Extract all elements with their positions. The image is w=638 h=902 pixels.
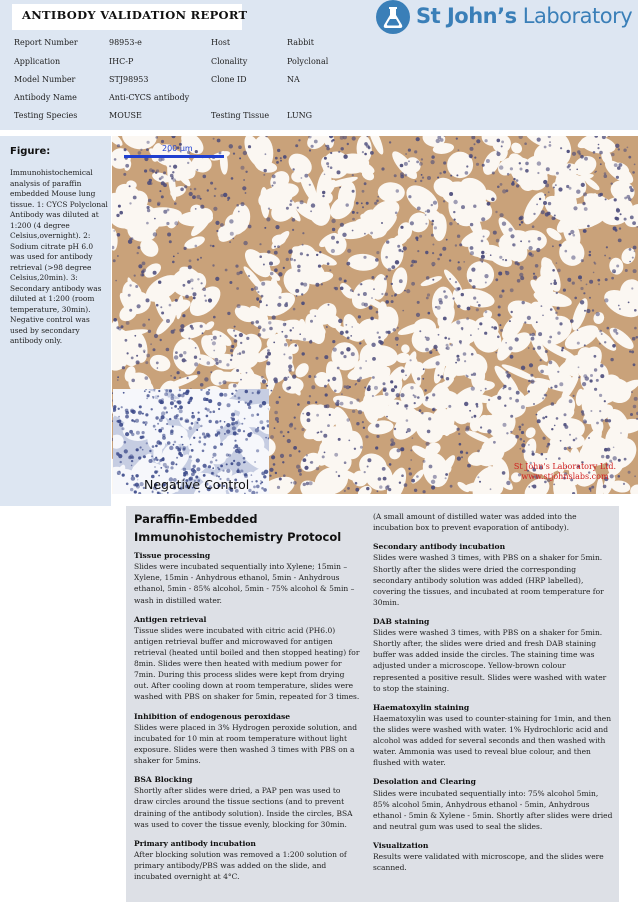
section-text-dab-staining: Slides were washed 3 times, with PBS on a shaker for 5min. Shortly after, the slides were dried and fresh DAB staining buffer was added inside the circles. The staining time was adjusted under a microscope. Yellow-brown colour represented a positive result. Slides were washed with water to stop the staining. — [373, 628, 607, 693]
section-heading-haematoxylin: Haematoxylin staining — [373, 702, 470, 712]
protocol-title-line1: Paraffin-Embedded — [134, 512, 258, 526]
figure-caption: Immunohistochemical analysis of paraffin embedded Mouse lung tissue. 1: CYCS Polyclonal Antibody was diluted at 1:200 (4 degree Celsius,overnight). 2: Sodium citrate pH 6.0 was used for antibody retrieval (>98 degree Celsius,20min). 3: Secondary antibody was diluted at 1:200 (room temperature, 30min). Negative control was used by secondary antibody only. — [10, 168, 108, 346]
report-title: ANTIBODY VALIDATION REPORT — [22, 8, 248, 22]
section-heading-antigen-retrieval: Antigen retrieval — [134, 614, 207, 624]
section-text-primary-antibody: After blocking solution was removed a 1:200 solution of primary antibody/PBS was added on the slide, and incubated overnight at 4°C. — [134, 849, 347, 882]
value-clone-id: NA — [287, 75, 300, 84]
label-application: Application — [14, 57, 61, 66]
section-heading-bsa-blocking: BSA Blocking — [134, 775, 193, 785]
section-text-incubation-note: (A small amount of distilled water was added into the incubation box to prevent evaporation of antibody). — [373, 512, 577, 533]
figure-label: Figure: — [10, 146, 51, 157]
protocol-right-column — [373, 511, 613, 873]
label-model-number: Model Number — [14, 75, 76, 84]
logo-text-light: Laboratory — [516, 4, 633, 28]
section-text-visualization: Results were validated with microscope, and the slides were scanned. — [373, 852, 604, 873]
section-text-antigen-retrieval: Tissue slides were incubated with citric acid (PH6.0) antigen retrieval buffer and microwaved for antigen retrieval (heated until boiled and then stopped heating) for 8min. Slides were then heated with medium power for 7min. During this process slides were kept from drying out. After cooling down at room temperature, slides were washed with PBS on shaker for 5min, repeated for 3 times. — [134, 625, 360, 702]
value-testing-tissue: LUNG — [287, 111, 313, 120]
label-testing-tissue: Testing Tissue — [211, 111, 270, 120]
label-testing-species: Testing Species — [14, 111, 78, 120]
value-application: IHC-P — [109, 57, 134, 66]
value-clonality: Polyclonal — [287, 57, 329, 66]
flask-icon — [376, 0, 410, 34]
section-heading-primary-antibody: Primary antibody incubation — [134, 838, 256, 848]
watermark-company: St John's Laboratory Ltd. — [513, 462, 617, 471]
section-text-secondary-antibody: Slides were washed 3 times, with PBS on a shaker for 5min. Shortly after the slides were dried the corresponding secondary antibody solution was added (HRP labelled), covering the tissues, and incubated at room temperature for 30min. — [373, 553, 604, 607]
section-heading-visualization: Visualization — [373, 841, 429, 850]
logo-text-bold: St John’s — [416, 4, 517, 28]
scale-bar — [124, 155, 224, 158]
value-antibody-name: Anti-CYCS antibody — [109, 93, 190, 102]
section-heading-tissue-processing: Tissue processing — [134, 551, 211, 560]
value-model-number: STJ98953 — [109, 75, 149, 84]
protocol-title-line2: Immunohistochemistry Protocol — [134, 529, 342, 544]
value-report-number: 98953-e — [109, 38, 142, 47]
section-heading-peroxidase: Inhibition of endogenous peroxidase — [134, 711, 291, 721]
section-text-tissue-processing: Slides were incubated sequentially into Xylene; 15min – Xylene, 15min - Anhydrous ethanol, 5min - Anhydrous ethanol, 5min - 85% alcohol, 5min - 75% alcohol & 5min – wash in distilled water. — [134, 562, 355, 605]
scale-bar-label: 200 μm — [162, 144, 193, 153]
protocol-title — [134, 511, 341, 547]
company-logo — [376, 0, 638, 36]
label-host: Host — [211, 38, 231, 47]
section-heading-secondary-antibody: Secondary antibody incubation — [373, 542, 506, 552]
value-testing-species: MOUSE — [109, 111, 142, 120]
section-text-haematoxylin: Haematoxylin was used to counter-staining for 1min, and then the slides were washed with water. 1% Hydrochloric acid and alcohol was added for several seconds and then washed with water. Ammonia was used to reveal blue colour, and then flushed with water. — [373, 713, 612, 768]
section-heading-desolation: Desolation and Clearing — [373, 777, 476, 787]
value-host: Rabbit — [287, 38, 314, 47]
section-text-desolation: Slides were incubated sequentially into: 75% alcohol 5min, 85% alcohol 5min, Anhydrous ethanol - 5min, Anhydrous ethanol - 5min & Xylene - 5min. Shortly after slides were dried and neutral gum was used to seal the slides. — [373, 788, 613, 831]
protocol-left-column — [134, 550, 360, 882]
section-heading-dab-staining: DAB staining — [373, 616, 430, 626]
image-watermark — [500, 462, 630, 483]
section-text-peroxidase: Slides were placed in 3% Hydrogen peroxide solution, and incubated for 10 min at room temperature without light exposure. Slides were then washed 3 times with PBS on a shaker for 5mins. — [134, 722, 358, 766]
label-clonality: Clonality — [211, 57, 248, 66]
label-antibody-name: Antibody Name — [14, 93, 77, 102]
label-report-number: Report Number — [14, 38, 78, 47]
watermark-website: www.stjohnslabs.com — [521, 472, 609, 482]
label-clone-id: Clone ID — [211, 75, 247, 84]
section-text-bsa-blocking: Shortly after slides were dried, a PAP pen was used to draw circles around the tissue sections (and to prevent draining of the antibody solution). Inside the circles, BSA was used to cover the tissue evenly, blocking for 30min. — [134, 786, 353, 829]
negative-control-label: Negative Control — [144, 477, 250, 492]
